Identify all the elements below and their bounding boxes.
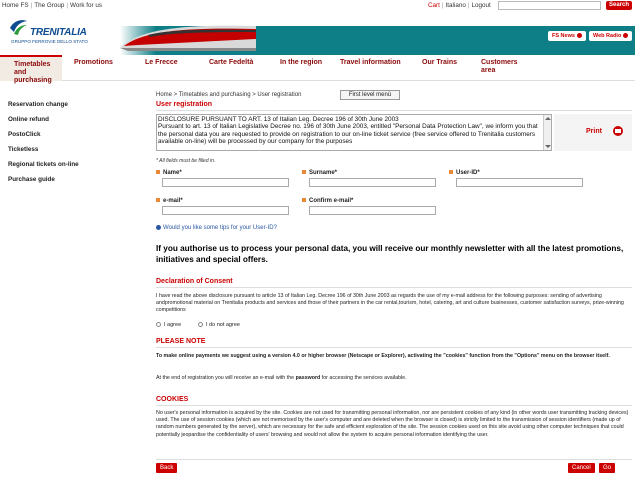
name-label: Name* (156, 170, 182, 176)
userid-tips-link[interactable]: Would you like some tips for your User-ID? (156, 225, 277, 231)
nav-customers-area[interactable]: Customers area (481, 59, 518, 74)
nav-timetables[interactable]: Timetables and purchasing (0, 55, 62, 81)
scroll-up-icon[interactable] (545, 117, 551, 120)
nav-our-trains[interactable]: Our Trains (422, 59, 458, 66)
frecciarossa-train-icon (118, 18, 258, 54)
page-title: User registration (156, 101, 213, 108)
required-note: * All fields must be filled in. (156, 158, 216, 164)
disagree-radio[interactable]: I do not agree (198, 322, 240, 328)
radio-disagree-icon[interactable] (198, 322, 203, 327)
home-fs-link[interactable]: Home FS (2, 2, 29, 9)
sidebar (8, 101, 128, 191)
confirm-email-label: Confirm e-mail* (302, 198, 353, 204)
printer-icon (613, 126, 623, 136)
password-note: At the end of registration you will receive an e-mail with the password for accessing the services available. (156, 375, 407, 381)
sidebar-item-ticketless[interactable]: Ticketless (8, 146, 39, 153)
surname-label: Surname* (302, 170, 337, 176)
userid-input[interactable] (456, 178, 583, 187)
sidebar-item-purchase-guide[interactable]: Purchase guide (8, 176, 55, 183)
please-note-title: PLEASE NOTE (156, 338, 206, 345)
print-button[interactable] (554, 114, 632, 151)
web-radio-icon (623, 33, 628, 38)
newsletter-promo-text: If you authorise us to process your personal data, you will receive our monthly newsletter with all the latest promotions, initiatives and special offers. (156, 244, 624, 264)
top-bar (0, 0, 635, 12)
nav-in-the-region[interactable]: In the region (280, 59, 322, 66)
back-button[interactable]: Back (156, 463, 177, 473)
cart-link[interactable]: Cart (428, 2, 440, 9)
go-button[interactable]: Go (599, 463, 615, 473)
nav-le-frecce[interactable]: Le Frecce (145, 59, 178, 66)
search-input[interactable] (498, 1, 601, 10)
print-label: Print (586, 128, 602, 135)
agree-radio[interactable]: I agree (156, 322, 181, 328)
brand-name: TRENITALIA (30, 27, 87, 38)
web-radio-button[interactable]: Web Radio (589, 31, 632, 41)
work-for-us-link[interactable]: Work for us (69, 2, 103, 9)
main-nav (0, 55, 635, 84)
the-group-link[interactable]: The Group (34, 2, 65, 9)
search-button[interactable]: Search (606, 1, 632, 10)
fs-news-button[interactable]: FS News (548, 31, 586, 41)
scroll-down-icon[interactable] (545, 145, 551, 148)
consent-title: Declaration of Consent (156, 278, 233, 285)
disclosure-textarea[interactable] (156, 114, 552, 151)
nav-carte-fedelta[interactable]: Carte Fedeltà (209, 59, 254, 66)
brand-subtitle: GRUPPO FERROVIE DELLO STATO (11, 39, 88, 44)
utility-links: Cart | Italiano | Logout (428, 2, 491, 9)
disclosure-text: DISCLOSURE PURSUANT TO ART. 13 of Italian Leg. Decree 196 of 30th June 2003 Pursuant to art. 13 of Italian Legislative Decree no. 196 of 30th June 2003, entitled "Personal Data Protection Law", we inform you that the personal data you are requested to provide on registration to our on-line ticket service (free service offered to Trenitalia customers available on-line) will be processed by our company for the purposes (158, 116, 538, 146)
info-icon (156, 225, 161, 230)
fs-news-icon (577, 33, 582, 38)
please-note-text: To make online payments we suggest using a version 4.0 or higher browser (Netscape or Explorer), activating the "cookies" function from the "Options" menu on the browser itself. (156, 353, 610, 359)
radio-agree-icon[interactable] (156, 322, 161, 327)
consent-text: I have read the above disclosure pursuant to article 13 of Italian Leg. Decree 196 of 30th June 2003 as regards the use of my e-mail address for the following purposes: sending of advertising andpromotional material on Trenitalia products and services and those of their partners in the car rental,tourism, hotel, catering, art and culture businesses, customer satisfaction surveys, prize-winning competitions (156, 293, 624, 313)
first-level-menu-button[interactable]: First level menù (340, 90, 400, 100)
cookies-text: No user's personal information is acquired by the site. Cookies are not used for transmitting personal information, nor are persistent cookies of any kind (in other words user transmitting tracking devices) used. The use of session cookies (which are not memorised by the user's computer and are deleted when the browser is closed) is strictly limited to the transmission of session identifiers (made up of random numbers generated by the server), which are necessary for the safe and efficient exploration of the site. The session cookies used on this site avoid using other computer techniques that could potentially jeopardise the confidentiality of users' browsing and would not allow the system to acquire personal information identifying the user. (156, 410, 629, 438)
name-input[interactable] (162, 178, 289, 187)
top-links: Home FS | The Group | Work for us (2, 2, 103, 9)
breadcrumb[interactable]: Home > Timetables and purchasing > User registration (156, 92, 302, 98)
language-link[interactable]: Italiano (445, 2, 466, 9)
userid-label: User-ID* (449, 170, 480, 176)
sidebar-item-regional-tickets[interactable]: Regional tickets on-line (8, 161, 79, 168)
trenitalia-logo-icon (8, 18, 28, 36)
nav-travel-information[interactable]: Travel information (340, 59, 401, 66)
email-input[interactable] (162, 206, 289, 215)
sidebar-item-reservation-change[interactable]: Reservation change (8, 101, 68, 108)
confirm-email-input[interactable] (309, 206, 436, 215)
email-label: e-mail* (156, 198, 183, 204)
sidebar-item-online-refund[interactable]: Online refund (8, 116, 49, 123)
sidebar-item-postoclick[interactable]: PostoClick (8, 131, 41, 138)
surname-input[interactable] (309, 178, 436, 187)
cancel-button[interactable]: Cancel (568, 463, 595, 473)
header-banner (0, 12, 635, 55)
logout-link[interactable]: Logout (471, 2, 491, 9)
nav-promotions[interactable]: Promotions (74, 59, 113, 66)
disclosure-scrollbar[interactable] (543, 115, 551, 150)
cookies-title: COOKIES (156, 396, 189, 403)
